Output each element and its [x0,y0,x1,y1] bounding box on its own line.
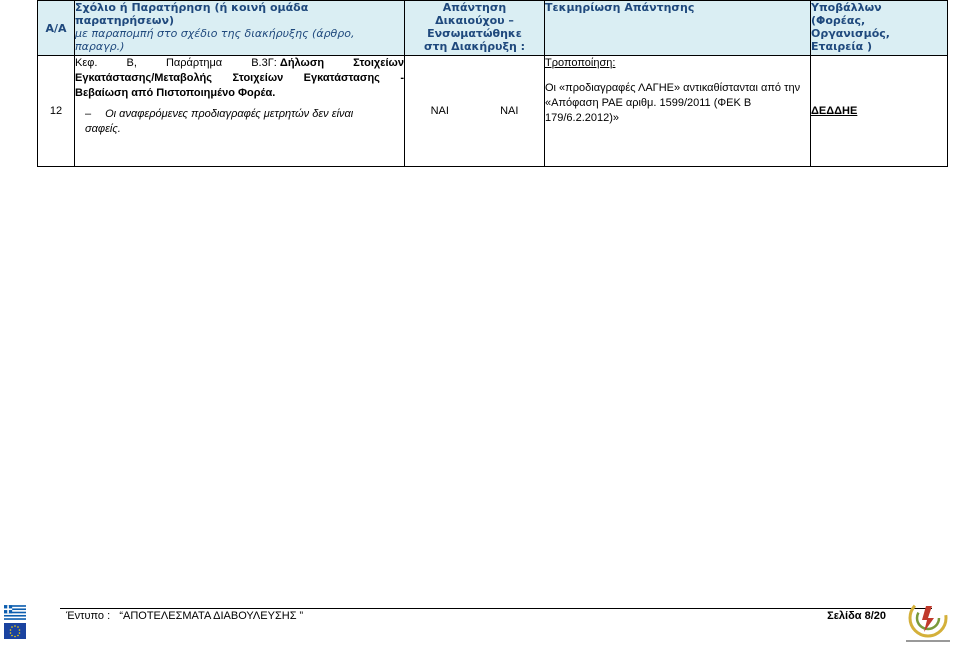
doc-text: Οι «προδιαγραφές ΛΑΓΗΕ» αντικαθίστανται από την «Απόφαση ΡΑΕ αριθμ. 1599/2011 (ΦΕΚ Β 179/6.2.2012)» [545,82,801,124]
header-submitter-line4: Εταιρεία ) [811,40,873,53]
ref-b: Β, [126,57,137,69]
footer-page-number: Σελίδα 8/20 [827,610,886,622]
line3-text: Βεβαίωση από Πιστοποιημένο Φορέα. [75,87,276,99]
row-documentation [545,56,811,167]
line2-d: - [400,72,404,84]
header-comment-title: Σχόλιο ή Παρατήρηση (ή κοινή ομάδα παρατηρήσεων) [75,1,309,27]
ref-d-e [251,56,324,71]
row-answer [405,56,545,167]
results-table [37,0,948,167]
footer-form [66,610,303,622]
header-documentation: Τεκμηρίωση Απάντησης [545,1,811,56]
ref-e: Δήλωση [279,57,325,69]
footer-form-label: Έντυπο : [66,610,111,622]
comment-line-1 [75,56,404,71]
header-aa: Α/Α [38,1,75,56]
ref-a: Κεφ. [75,57,98,69]
row-submitter: ΔΕΔΔΗΕ [811,56,948,167]
organization-logo-icon [902,596,954,646]
comment-line-2 [75,71,404,86]
page-footer [66,610,886,622]
header-answer [405,1,545,56]
greek-flag-icon [4,605,26,620]
ref-f: Στοιχείων [353,57,404,69]
comment-bullet [75,107,404,122]
table-header-row [38,1,948,56]
header-submitter [811,1,948,56]
footer-form-title: “ΑΠΟΤΕΛΕΣΜΑΤΑ ΔΙΑΒΟΥΛΕΥΣΗΣ ” [119,610,304,622]
footer-divider [60,608,932,609]
header-answer-line3: Ενσωματώθηκε [427,27,522,40]
ref-c: Παράρτημα [165,57,223,69]
header-answer-line1: Απάντηση [442,1,507,14]
header-submitter-line3: Οργανισμός, [811,27,890,40]
ref-d: Β.3Γ: [251,57,277,69]
line2-c: Εγκατάστασης [303,72,380,84]
header-comment-sub: με παραπομπή στο σχέδιο της διακήρυξης (άρθρο, παραγρ.) [75,27,355,53]
header-answer-line2: Δικαιούχου – [435,14,514,27]
answer-yes-2: ΝΑΙ [500,104,519,117]
row-number: 12 [38,56,75,167]
table-row [38,56,948,167]
eu-flag-icon [4,623,26,639]
line2-b: Στοιχείων [232,72,284,84]
comment-bullet-cont: σαφείς. [85,123,121,135]
doc-label: Τροποποίηση: [545,57,616,69]
bullet-dash: – [85,108,92,120]
comment-line-3 [75,86,404,101]
header-submitter-line2: (Φορέας, [811,14,866,27]
header-comment [75,1,405,56]
row-comment [75,56,405,167]
line2-a: Εγκατάστασης/Μεταβολής [75,72,213,84]
header-answer-line4: στη Διακήρυξη : [423,40,526,53]
bullet-text: Οι αναφερόμενες προδιαγραφές μετρητών δεν είναι [105,108,354,120]
answer-yes-1: ΝΑΙ [430,104,449,117]
header-submitter-line1: Υποβάλλων [811,1,882,14]
